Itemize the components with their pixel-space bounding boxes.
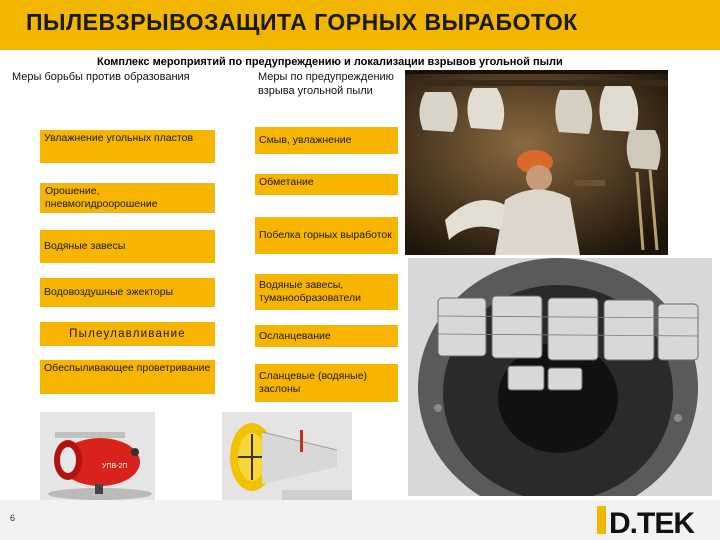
right-item-4: Водяные завесы, туманообразователи (255, 274, 398, 310)
right-item-6: Сланцевые (водяные) заслоны (255, 364, 398, 402)
left-column-heading: Меры борьбы против образования (12, 71, 190, 83)
page-number: 6 (10, 513, 16, 523)
mine-photo-barriers (405, 70, 668, 255)
dtek-logo (593, 500, 715, 540)
left-item-1: Увлажнение угольных пластов (40, 130, 215, 163)
equipment-photo-fan (40, 412, 155, 500)
page-title: ПЫЛЕВЗРЫВОЗАЩИТА ГОРНЫХ ВЫРАБОТОК (26, 9, 578, 35)
left-item-5: Пылеулавливание (40, 322, 215, 346)
equipment-label: УПВ-2П (102, 463, 128, 470)
left-item-6: Обеспыливающее проветривание (40, 360, 215, 394)
svg-text:D.TEK: D.TEK (609, 507, 694, 540)
equipment-photo-ejector (222, 412, 352, 500)
left-item-3: Водяные завесы (40, 230, 215, 263)
right-item-3: Побелка горных выработок (255, 217, 398, 254)
right-column-heading: Меры по предупреждению взрыва угольной пыли (258, 71, 394, 97)
mine-photo-tunnel (408, 258, 712, 496)
left-item-4: Водовоздушные эжекторы (40, 278, 215, 307)
right-item-5: Осланцевание (255, 325, 398, 347)
subtitle: Комплекс мероприятий по предупреждению и локализации взрывов угольной пыли (97, 56, 563, 68)
right-item-1: Смыв, увлажнение (255, 127, 398, 154)
left-item-2: Орошение, пневмогидроорошение (40, 183, 215, 213)
right-item-2: Обметание (255, 174, 398, 195)
